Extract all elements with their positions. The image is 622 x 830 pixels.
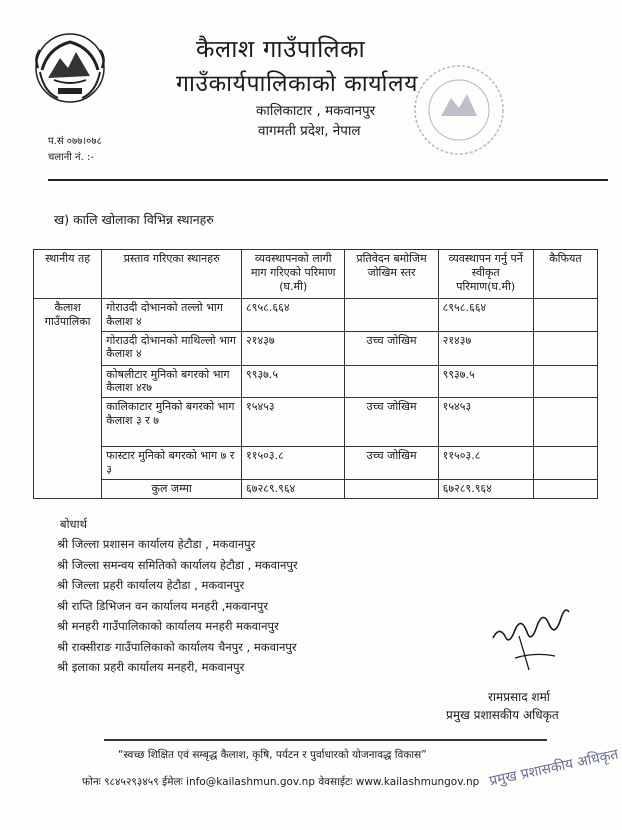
header-demanded-quantity: व्यवस्थापनको लागी माग गरिएको परिमाण (घ.मी) — [242, 250, 345, 299]
remarks-cell — [533, 365, 597, 398]
signatory-name: रामप्रसाद शर्मा — [488, 690, 550, 704]
risk-cell: उच्च जोखिम — [345, 398, 438, 447]
office-seal-icon — [405, 60, 513, 160]
signatory-designation: प्रमुख प्रशासकीय अधिकृत — [446, 708, 559, 722]
designation-stamp: प्रमुख प्रशासकीय अधिकृत — [487, 746, 620, 790]
office-subtitle: गाउँकार्यपालिकाको कार्यालय — [176, 71, 418, 97]
list-item: श्री जिल्ला समन्वय समितिको कार्यालय हेटौडा , मकवानपुर — [57, 557, 298, 572]
header-remarks: कैफियत — [533, 250, 597, 299]
place-cell: कोषलीटार मुनिको बगरको भाग कैलाश ४र७ — [102, 365, 242, 398]
approved-cell: १५४५३ — [438, 398, 533, 447]
demand-cell: २१४३७ — [242, 331, 345, 365]
table-row — [34, 447, 598, 480]
list-item: श्री राक्सीराङ गाउँपालिकाको कार्यालय चैनपुर , मकवानपुर — [57, 639, 297, 654]
dispatch-number: चलानी नं. :- — [48, 152, 94, 163]
remarks-cell — [533, 398, 597, 447]
distribution-heading: बोधार्थ — [60, 517, 87, 531]
reference-number: प.सं ०७७।०७८ — [48, 136, 102, 147]
list-item: श्री राप्ति डिभिजन वन कार्यालय मनहरी ,मकवानपुर — [57, 598, 269, 613]
list-item: श्री मनहरी गाउँपालिकाको कार्यालय मनहरी मकवानपुर — [57, 619, 279, 633]
footer-contact: फोनः ९८४५२९३४५९ ईमेलः info@kailashmun.gov.np वेवसाईटः www.kailashmungov.np — [82, 776, 480, 788]
header-divider — [48, 179, 608, 181]
demand-cell: १५४५३ — [242, 398, 345, 447]
table-row — [34, 398, 598, 447]
place-cell: फास्टार मुनिको बगरको भाग ७ र ३ — [102, 447, 242, 480]
address-line-1: कालिकाटार , मकवानपुर — [256, 103, 376, 119]
risk-cell: उच्च जोखिम — [345, 447, 438, 480]
office-name: कैलाश गाउँपालिका — [196, 35, 366, 63]
total-label: कुल जम्मा — [102, 480, 242, 499]
total-risk-empty — [345, 480, 438, 499]
place-cell: गोराउदी दोभानको तल्लो भाग कैलाश ४ — [102, 299, 242, 332]
list-item: श्री इलाका प्रहरी कार्यालय मनहरी, मकवानपुर — [57, 660, 245, 674]
local-level-cell: कैलाश गाउँपालिका — [34, 299, 102, 499]
total-row — [34, 480, 598, 499]
risk-cell: उच्च जोखिम — [345, 331, 438, 365]
demand-cell: ११५०३.८ — [242, 447, 345, 480]
list-item: श्री जिल्ला प्रहरी कार्यालय हेटौडा , मकवानपुर — [57, 578, 245, 592]
approved-cell: ११५०३.८ — [438, 447, 533, 480]
demand-cell: ९९३७.५ — [242, 365, 345, 398]
header-risk-level: प्रतिवेदन बमोजिम जोखिम स्तर — [345, 250, 438, 299]
place-cell: गोराउदी दोभानको माथिल्लो भाग कैलाश ४ — [102, 331, 242, 365]
total-approved: ६७२८९.९६४ — [438, 480, 533, 499]
risk-cell — [345, 299, 438, 332]
address-line-2: वागमती प्रदेश, नेपाल — [258, 123, 361, 139]
total-demand: ६७२८९.९६४ — [242, 480, 345, 499]
approved-cell: ९९३७.५ — [438, 365, 533, 398]
remarks-cell — [533, 447, 597, 480]
header-local-level: स्थानीय तह — [34, 250, 102, 299]
demand-cell: ८९५८.६६४ — [242, 299, 345, 332]
table-row — [34, 365, 598, 398]
remarks-cell — [533, 299, 597, 332]
government-emblem-icon — [28, 28, 112, 108]
footer-motto: “स्वच्छ शिक्षित एवं सम्बृद्ध कैलाश, कृषि, पर्यटन र पुर्वाधारको योजनावद्ध विकास” — [118, 749, 427, 761]
handwritten-signature-icon — [485, 596, 575, 676]
table-row — [34, 331, 598, 365]
distribution-list — [57, 537, 298, 681]
list-item: श्री जिल्ला प्रशासन कार्यालय हेटौडा , मकवानपुर — [57, 537, 256, 551]
locations-table — [33, 249, 598, 499]
footer-divider — [104, 739, 547, 741]
table-header-row — [34, 250, 598, 299]
approved-cell: २१४३७ — [438, 331, 533, 365]
approved-cell: ८९५८.६६४ — [438, 299, 533, 332]
section-title: ख) कालि खोलाका विभिन्न स्थानहरु — [54, 212, 214, 227]
header-proposed-places: प्रस्ताव गरिएका स्थानहरु — [102, 250, 242, 299]
place-cell: कालिकाटार मुनिको बगरको भाग कैलाश ३ र ७ — [102, 398, 242, 447]
risk-cell — [345, 365, 438, 398]
table-row — [34, 299, 598, 332]
remarks-cell — [533, 331, 597, 365]
total-remarks-empty — [533, 480, 597, 499]
header-approved-quantity: व्यवस्थापन गर्नु पर्ने स्वीकृत परिमाण(घ.मी) — [438, 250, 533, 299]
